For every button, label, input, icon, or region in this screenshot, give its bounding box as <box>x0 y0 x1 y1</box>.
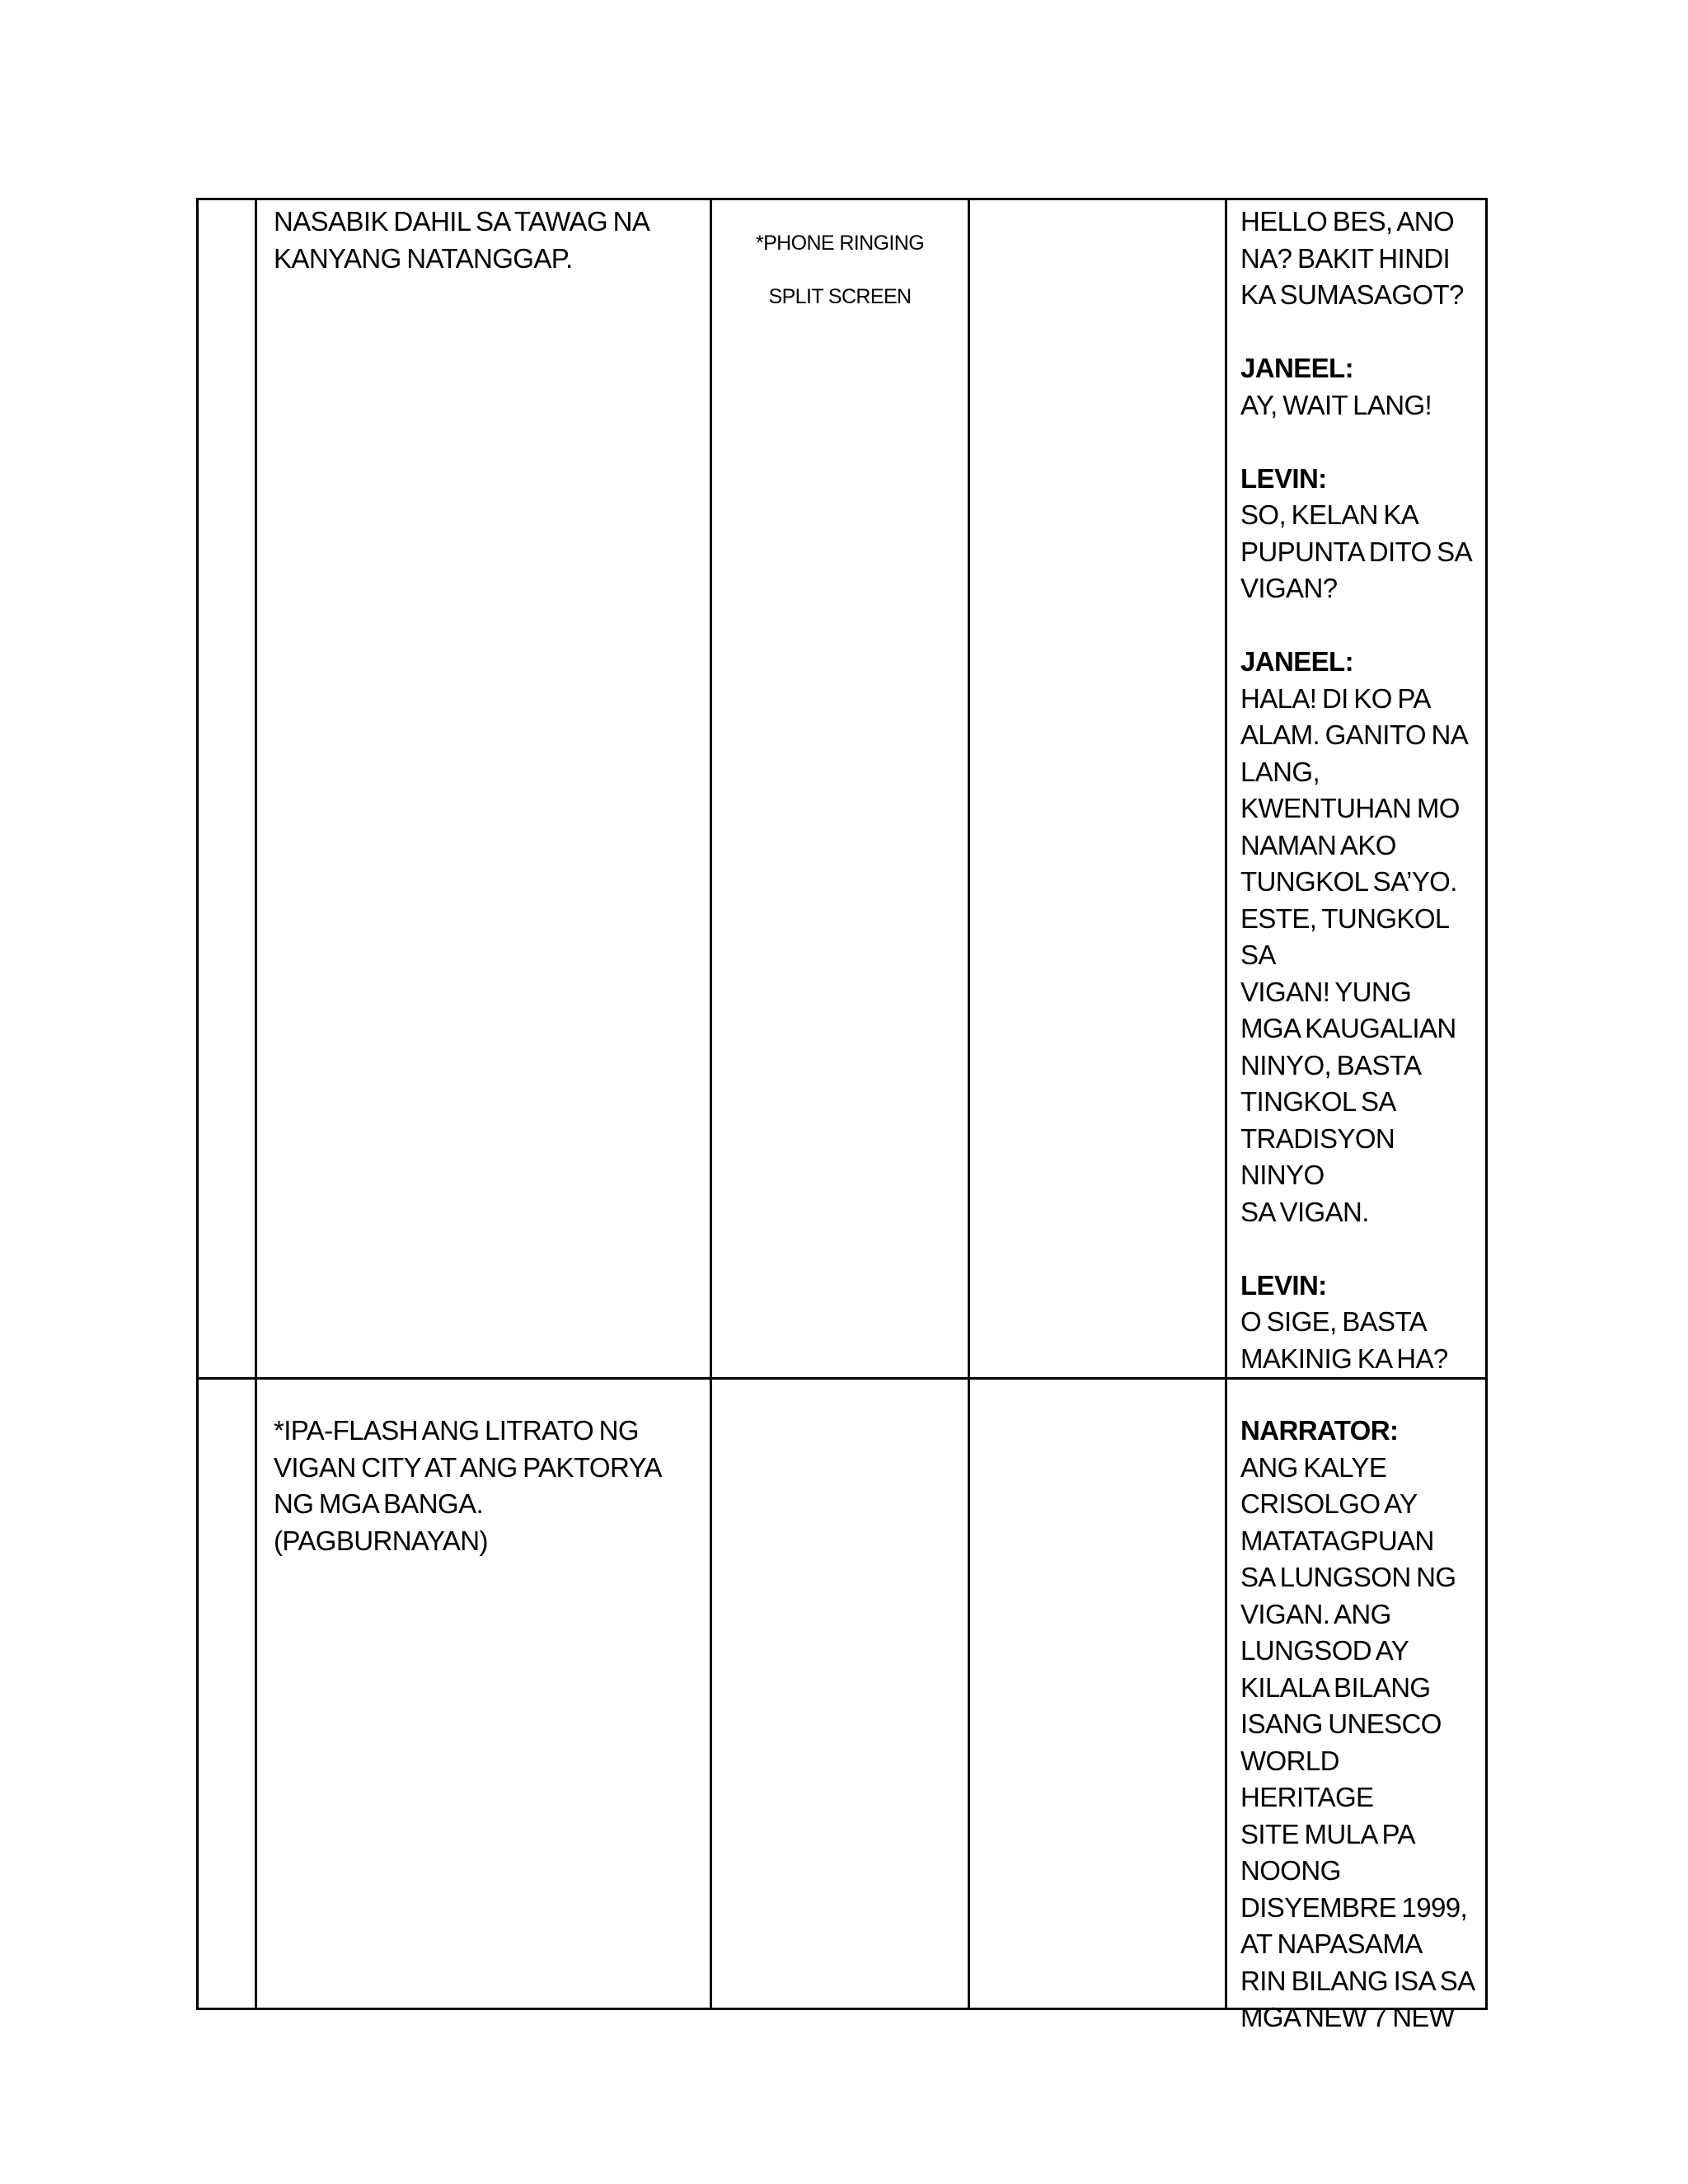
dialogue-text: SO, KELAN KA PUPUNTA DITO SA VIGAN? <box>1240 499 1473 603</box>
dialogue-line <box>1240 1268 1477 1378</box>
dialogue-text: HELLO BES, ANO NA? BAKIT HINDI KA SUMASAGOT? <box>1240 206 1464 310</box>
speaker-name: LEVIN: <box>1240 462 1327 494</box>
script-table <box>196 198 1488 2032</box>
number-cell <box>198 199 256 1379</box>
effect-phone-ringing: *PHONE RINGING <box>755 232 925 255</box>
dialogue-line <box>1240 1413 1477 2036</box>
speaker-name: JANEEL: <box>1240 353 1353 383</box>
scene-text: NASABIK DAHIL SA TAWAG NA KANYANG NATANGGAP. <box>274 206 650 274</box>
dialogue-text: HALA! DI KO PA ALAM. GANITO NA LANG, KWENTUHAN MO NAMAN AKO TUNGKOL SA’YO. ESTE, TUNGKOL SA VIGAN! YUNG MGA KAUGALIAN NINYO, BASTA TINGKOL SA TRADISYON NINYO SA VIGAN. <box>1240 682 1469 1227</box>
music-cell <box>969 1379 1226 2009</box>
dialogue-cell <box>1226 1379 1487 2032</box>
dialogue-line <box>1240 204 1477 314</box>
scene-text: *IPA-FLASH ANG LITRATO NG VIGAN CITY AT ANG PAKTORYA NG MGA BANGA. (PAGBURNAYAN) <box>274 1415 662 1556</box>
dialogue-line <box>1240 350 1477 424</box>
scene-cell <box>256 1379 711 2009</box>
dialogue-text: O SIGE, BASTA MAKINIG KA HA? <box>1240 1306 1448 1374</box>
speaker-name: NARRATOR: <box>1240 1415 1399 1446</box>
dialogue-line <box>1240 644 1477 1230</box>
speaker-name: JANEEL: <box>1240 646 1353 677</box>
table-row <box>198 1379 1487 2009</box>
effect-split-screen: SPLIT SCREEN <box>768 285 912 308</box>
dialogue-cell <box>1226 199 1487 1379</box>
number-cell <box>198 1379 256 2009</box>
speaker-name: LEVIN: <box>1240 1269 1327 1301</box>
dialogue-text: AY, WAIT LANG! <box>1240 389 1432 420</box>
effects-cell <box>711 1379 969 2009</box>
dialogue-text: ANG KALYE CRISOLGO AY MATATAGPUAN SA LUNGSON NG VIGAN. ANG LUNGSOD AY KILALA BILANG ISANG UNESCO WORLD HERITAGE SITE MULA PA NOONG DISYEMBRE 1999, AT NAPASAMA RIN BILANG ISA SA MGA NEW 7 NEW <box>1240 1451 1475 2032</box>
dialogue-line <box>1240 461 1477 607</box>
effects-cell <box>711 199 969 1379</box>
music-cell <box>969 199 1226 1379</box>
table-row <box>198 199 1487 1379</box>
scene-cell <box>256 199 711 1379</box>
